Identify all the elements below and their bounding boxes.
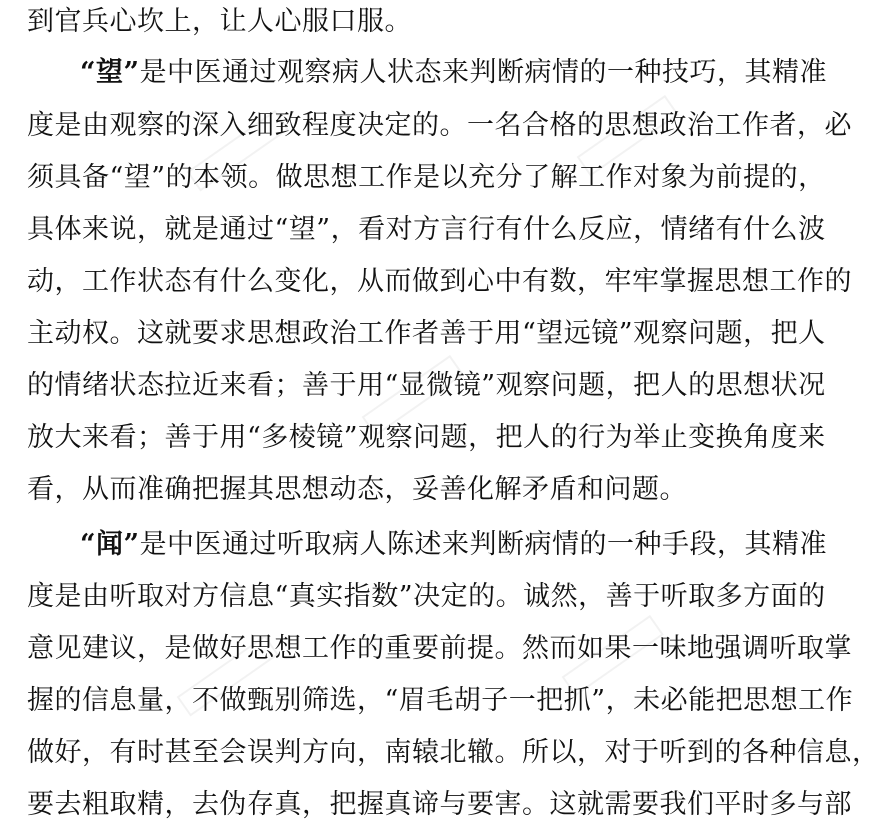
paragraph-wen-first-line — [80, 520, 828, 570]
text-line: 要去粗取精，去伪存真，把握真谛与要害。这就需要我们平时多与部 — [27, 789, 852, 820]
paragraph-lead-rest: 是中医通过观察病人状态来判断病情的一种技巧，其精准 — [139, 57, 828, 88]
text-line: 握的信息量，不做甄别筛选，“眉毛胡子一把抓”，未必能把思想工作 — [27, 685, 854, 716]
paragraph-lead-wen: “闻” — [80, 529, 140, 560]
text-line: 的情绪状态拉近来看；善于用“显微镜”观察问题，把人的思想状况 — [27, 370, 826, 401]
paragraph-wang-first-line — [80, 48, 828, 98]
text-line: 度是由听取对方信息“真实指数”决定的。诚然，善于听取多方面的 — [27, 581, 826, 612]
text-line: 主动权。这就要求思想政治工作者善于用“望远镜”观察问题，把人 — [27, 318, 826, 349]
text-line: 放大来看；善于用“多棱镜”观察问题，把人的行为举止变换角度来 — [27, 422, 826, 453]
text-line: 做好，有时甚至会误判方向，南辕北辙。所以，对于听到的各种信息， — [27, 737, 880, 768]
text-line: 须具备“望”的本领。做思想工作是以充分了解工作对象为前提的， — [27, 162, 826, 193]
paragraph-lead-rest: 是中医通过听取病人陈述来判断病情的一种手段，其精准 — [139, 529, 828, 560]
text-line: 度是由观察的深入细致程度决定的。一名合格的思想政治工作者，必 — [27, 110, 852, 141]
paragraph-lead-wang: “望” — [80, 57, 140, 88]
text-line: 看，从而准确把握其思想动态，妥善化解矛盾和问题。 — [27, 474, 687, 505]
text-line: 具体来说，就是通过“望”，看对方言行有什么反应，情绪有什么波 — [27, 214, 826, 245]
text-line: 意见建议，是做好思想工作的重要前提。然而如果一味地强调听取掌 — [27, 633, 852, 664]
text-line: 到官兵心坎上，让人心服口服。 — [27, 6, 412, 37]
text-line: 动，工作状态有什么变化，从而做到心中有数，牢牢掌握思想工作的 — [27, 266, 852, 297]
